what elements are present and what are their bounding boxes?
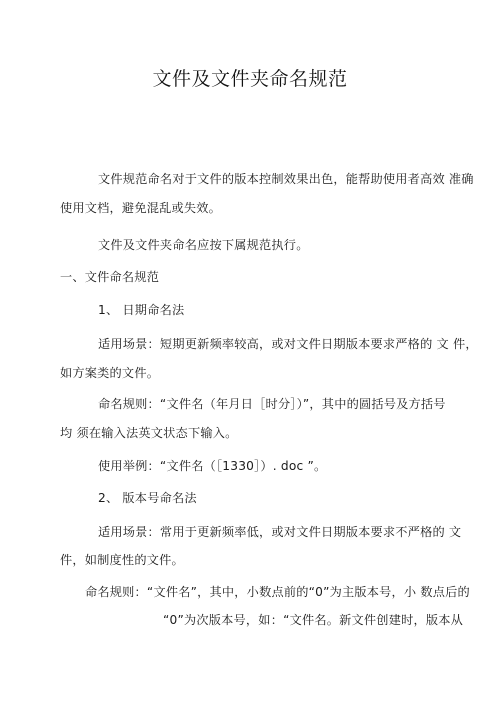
paragraph-line: 使用文档，避免混乱或失效。: [60, 201, 222, 215]
paragraph-line: 适用场景：短期更新频率较高，或对文件日期版本要求严格的 文 件，: [98, 337, 478, 351]
paragraph-line: 均 须在输入法英文状态下输入。: [60, 426, 238, 440]
subsection-heading: 2、 版本号命名法: [98, 491, 197, 505]
section-heading: 一、文件命名规范: [60, 270, 160, 284]
paragraph-line: 文件规范命名对于文件的版本控制效果出色，能帮助使用者高效 准确: [98, 172, 474, 186]
paragraph-line: “0”为次版本号，如：“文件名。新文件创建时，版本从: [163, 613, 464, 627]
paragraph-line: 命名规则：“文件名”，其中，小数点前的“0”为主版本号，小 数点后的: [85, 585, 470, 599]
paragraph-line: 如方案类的文件。: [60, 366, 160, 380]
paragraph-line: 使用举例：“文件名（［1330］）. doc ”。: [98, 459, 327, 473]
document-title: 文件及文件夹命名规范: [152, 68, 348, 90]
subsection-heading: 1、 日期命名法: [98, 303, 185, 317]
paragraph-line: 适用场景：常用于更新频率低，或对文件日期版本要求不严格的 文: [98, 525, 462, 539]
paragraph-line: 命名规则：“文件名（年月日［时分］）”，其中的圆括号及方括号: [98, 397, 446, 411]
paragraph-line: 文件及文件夹命名应按下属规范执行。: [98, 238, 309, 252]
paragraph-line: 件，如制度性的文件。: [60, 553, 184, 567]
